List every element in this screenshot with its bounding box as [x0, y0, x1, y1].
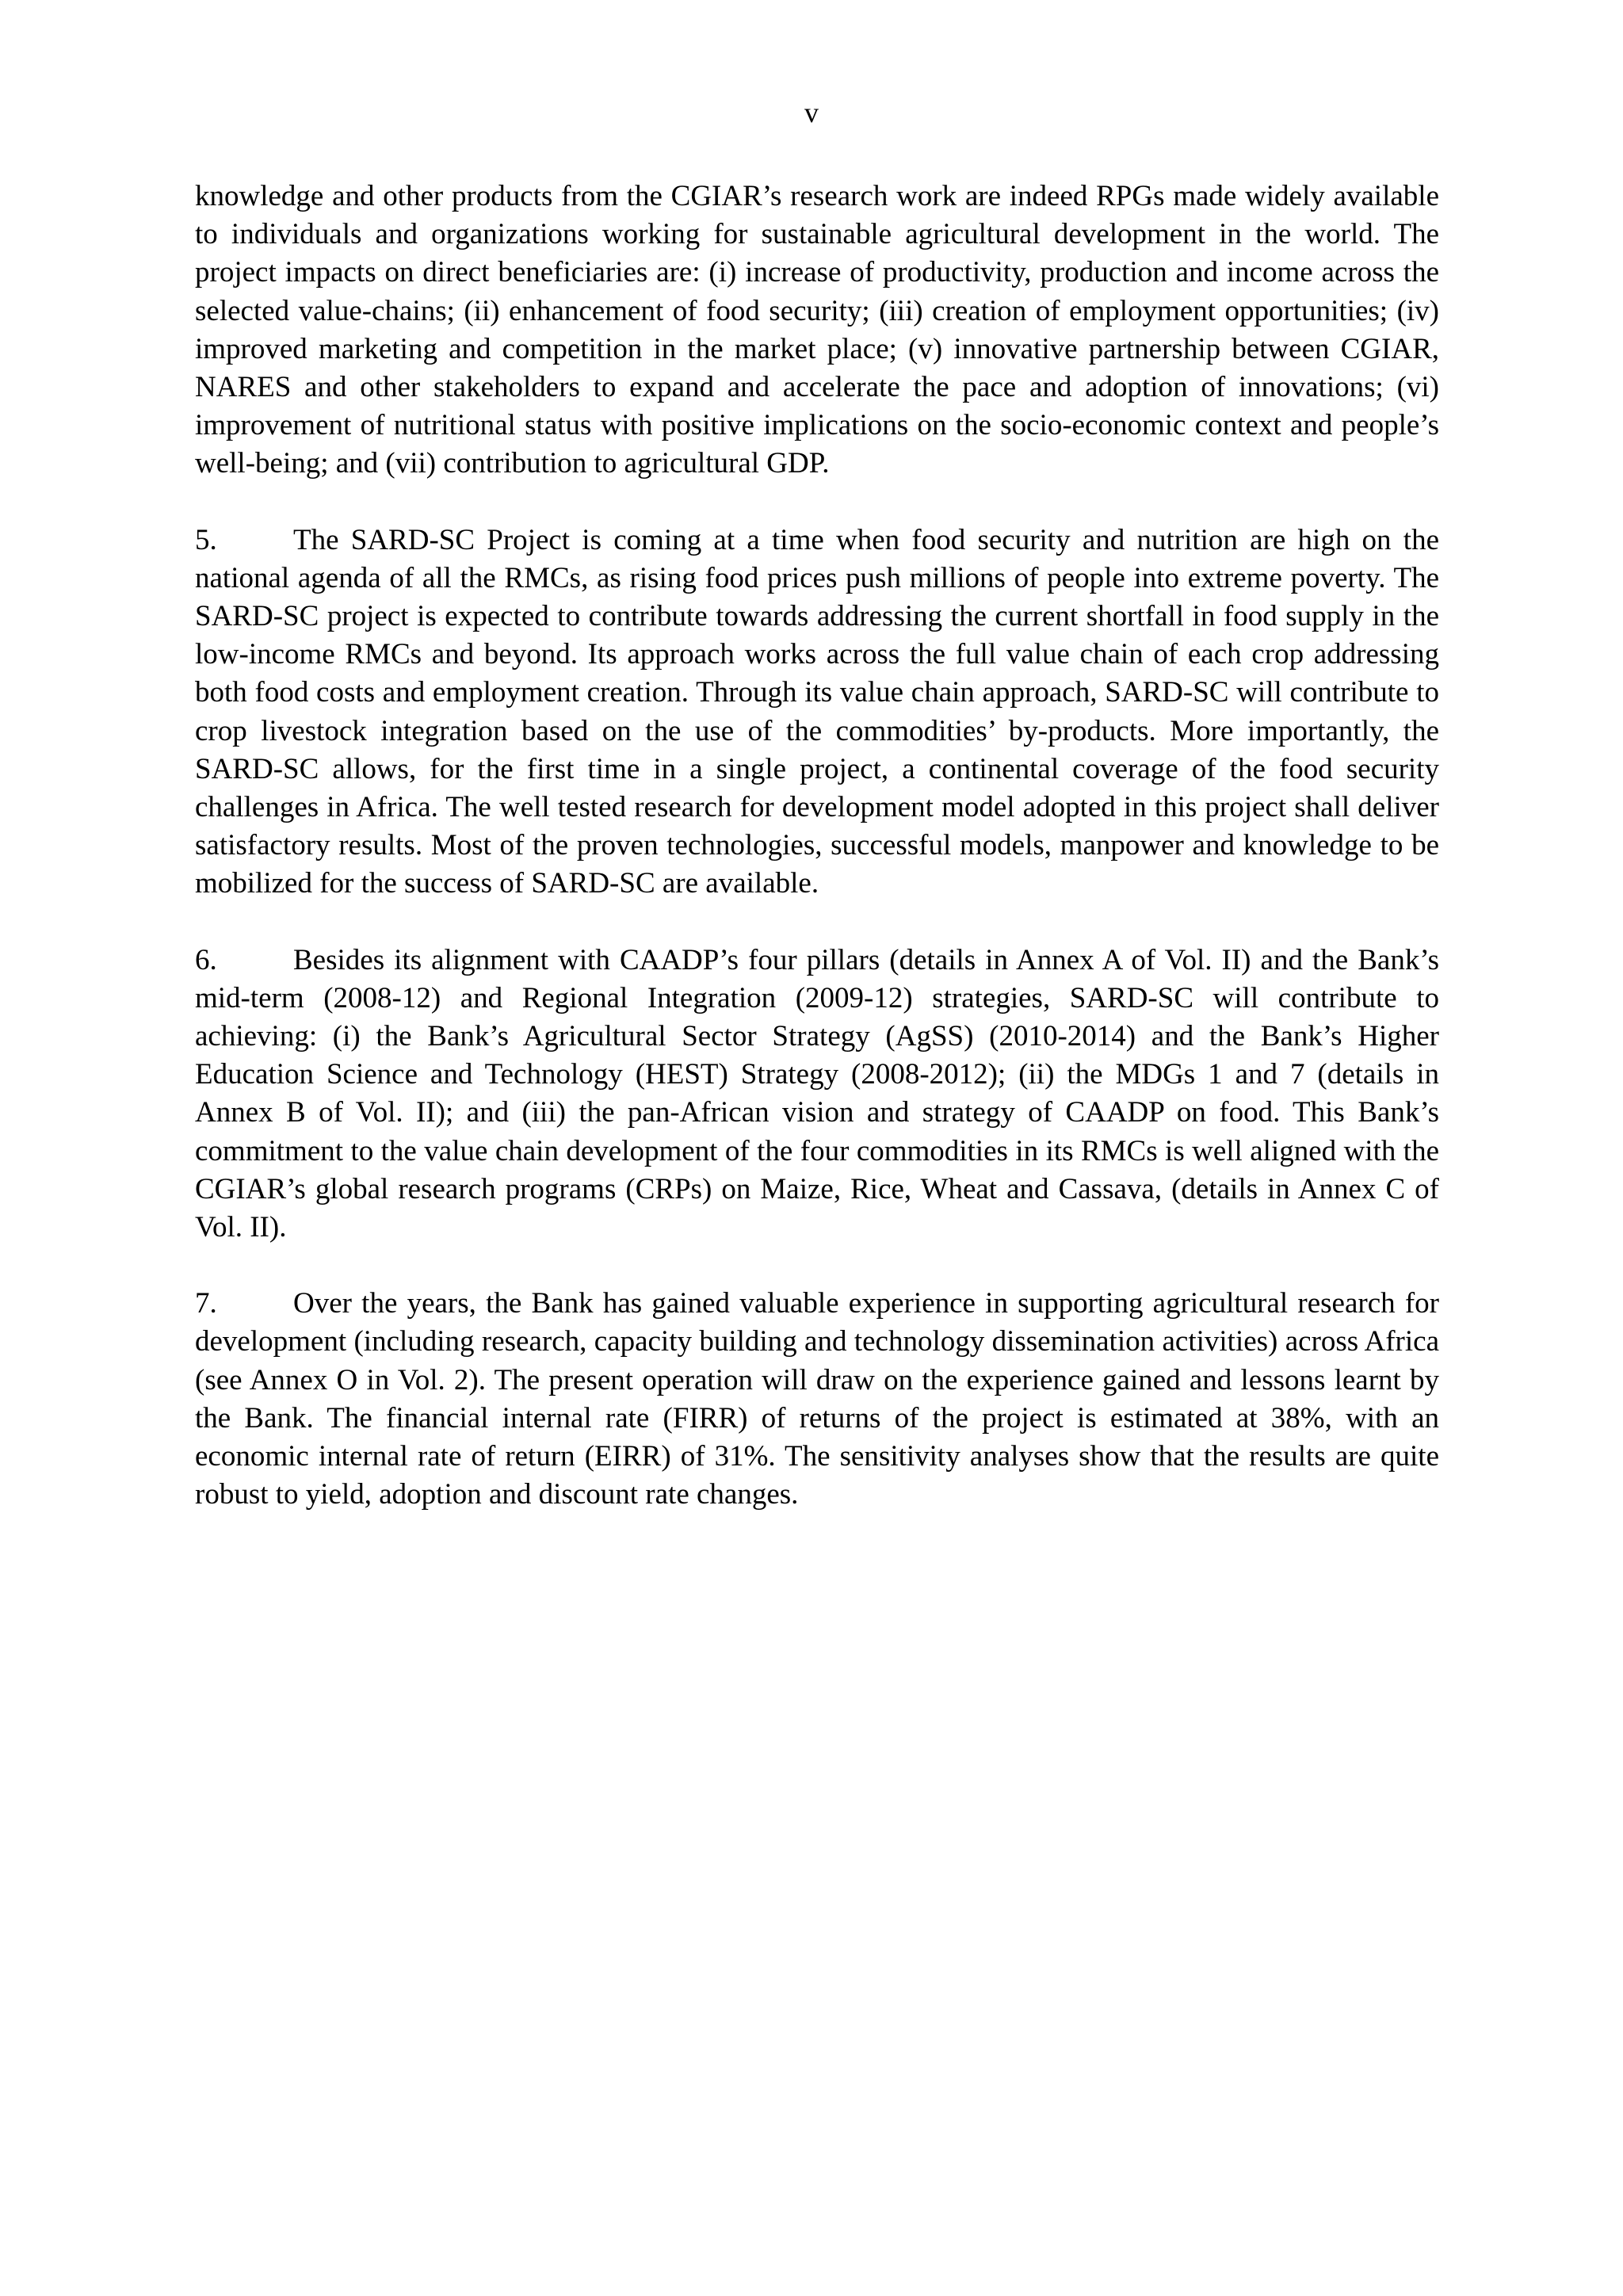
paragraph-text: knowledge and other products from the CGIAR’s research work are indeed RPGs made widely available to individuals and organizations working for sustainable agricultural development in the world. The project impacts on direct beneficiaries are: (i) increase of productivity, production and income across the selected value-chains; (ii) enhancement of food security; (iii) creation of employment opportunities; (iv) improved marketing and competition in the market place; (v) innovative partnership between CGIAR, NARES and other stakeholders to expand and accelerate the pace and adoption of innovations; (vi) improvement of nutritional status with positive implications on the socio-economic context and people’s well-being; and (vii) contribution to agricultural GDP. — [195, 180, 1439, 480]
paragraph-text: Over the years, the Bank has gained valuable experience in supporting agricultural research for development (including research, capacity building and technology dissemination activities) across Africa (see Annex O in Vol. 2). The present operation will draw on the experience gained and lessons learnt by the Bank. The financial internal rate (FIRR) of returns of the project is estimated at 38%, with an economic internal rate of return (EIRR) of 31%. The sensitivity analyses show that the results are quite robust to yield, adoption and discount rate changes. — [195, 1287, 1439, 1511]
paragraph-6 — [195, 942, 1439, 1247]
paragraph-number: 5. — [195, 523, 217, 556]
paragraph-continued — [195, 178, 1439, 483]
paragraph-number: 7. — [195, 1287, 217, 1320]
document-body — [195, 178, 1439, 1553]
paragraph-5 — [195, 521, 1439, 904]
paragraph-number: 6. — [195, 943, 217, 976]
paragraph-7 — [195, 1285, 1439, 1514]
page-number: v — [804, 97, 819, 128]
paragraph-text: The SARD-SC Project is coming at a time when food security and nutrition are high on the national agenda of all the RMCs, as rising food prices push millions of people into extreme poverty. The SARD-SC project is expected to contribute towards addressing the current shortfall in food supply in the low-income RMCs and beyond. Its approach works across the full value chain of each crop addressing both food costs and employment creation. Through its value chain approach, SARD-SC will contribute to crop livestock integration based on the use of the commodities’ by-products. More importantly, the SARD-SC allows, for the first time in a single project, a continental coverage of the food security challenges in Africa. The well tested research for development model adopted in this project shall deliver satisfactory results. Most of the proven technologies, successful models, manpower and knowledge to be mobilized for the success of SARD-SC are available. — [195, 523, 1439, 900]
paragraph-text: Besides its alignment with CAADP’s four pillars (details in Annex A of Vol. II) and the Bank’s mid-term (2008-12) and Regional Integration (2009-12) strategies, SARD-SC will contribute to achieving: (i) the Bank’s Agricultural Sector Strategy (AgSS) (2010-2014) and the Bank’s Higher Education Science and Technology (HEST) Strategy (2008-2012); (ii) the MDGs 1 and 7 (details in Annex B of Vol. II); and (iii) the pan-African vision and strategy of CAADP on food. This Bank’s commitment to the value chain development of the four commodities in its RMCs is well aligned with the CGIAR’s global research programs (CRPs) on Maize, Rice, Wheat and Cassava, (details in Annex C of Vol. II). — [195, 943, 1439, 1244]
